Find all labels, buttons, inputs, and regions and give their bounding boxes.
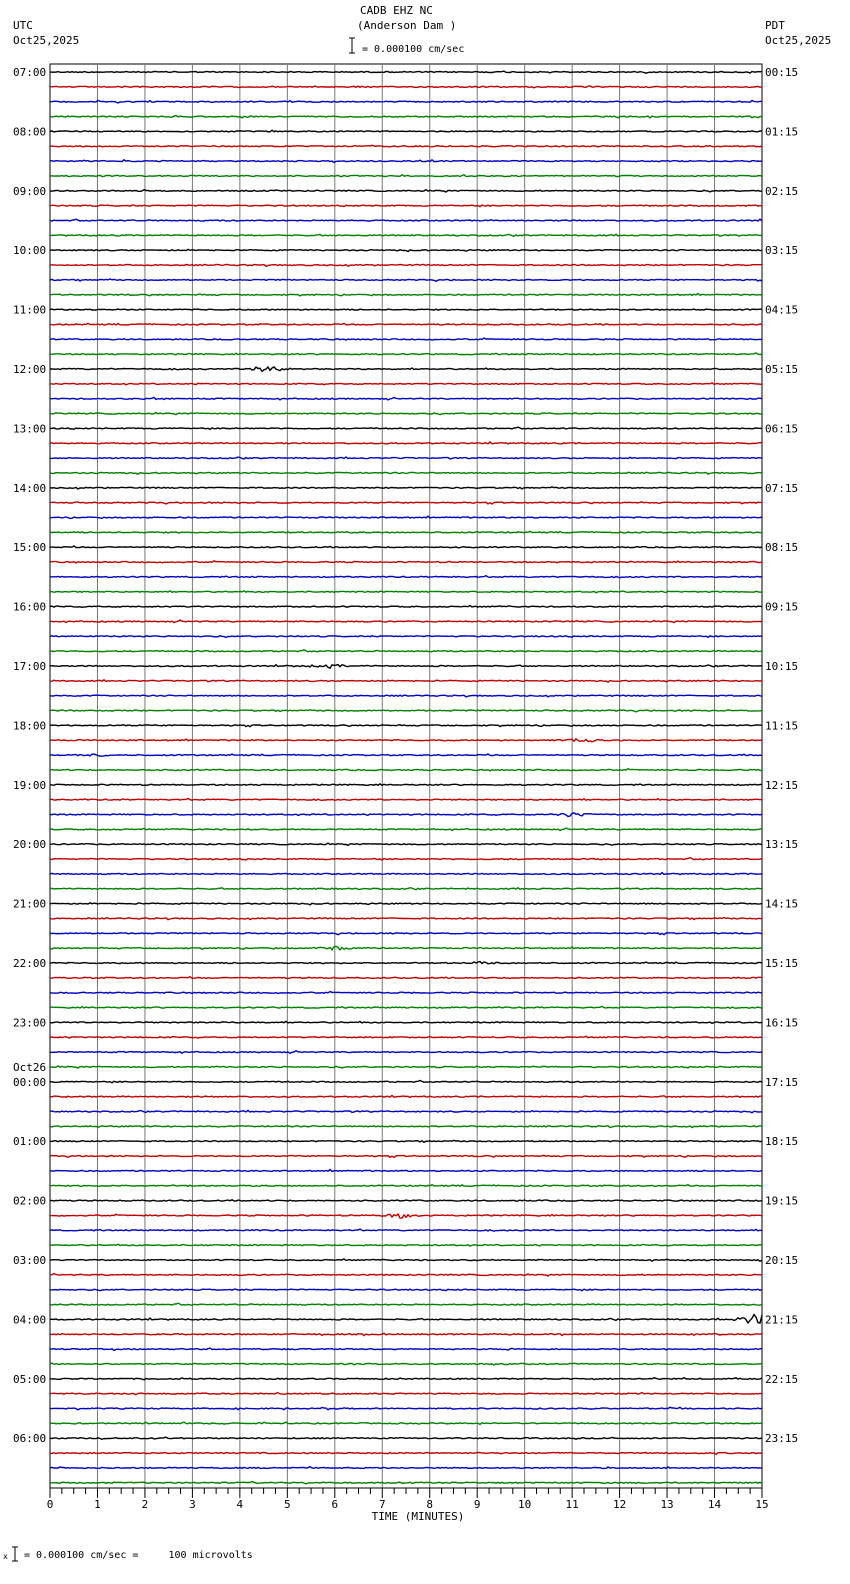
trace-line (50, 294, 762, 296)
x-tick-label: 10 (518, 1498, 532, 1511)
pdt-hour-label: 04:15 (765, 303, 799, 317)
utc-hour-label: 04:00 (13, 1313, 47, 1327)
pdt-hour-label: 16:15 (765, 1016, 799, 1030)
trace-line (50, 413, 762, 415)
trace-line (50, 71, 762, 73)
trace-line (50, 1453, 762, 1455)
trace-line (50, 665, 762, 669)
x-tick-label: 7 (378, 1498, 386, 1511)
utc-hour-label: 01:00 (13, 1135, 47, 1149)
utc-hour-label: 10:00 (13, 244, 47, 258)
x-tick-label: 2 (141, 1498, 149, 1511)
trace-line (50, 145, 762, 147)
trace-line (50, 1393, 762, 1395)
utc-hour-label: 19:00 (13, 778, 47, 792)
trace-line (50, 1437, 762, 1439)
pdt-hour-label: 18:15 (765, 1135, 799, 1149)
utc-hour-label: 02:00 (13, 1194, 47, 1208)
utc-hour-label: 13:00 (13, 422, 47, 436)
svg-text:x: x (3, 1552, 8, 1561)
trace-line (50, 1467, 762, 1469)
trace-line (50, 1363, 762, 1365)
scale-label: = 0.000100 cm/sec (362, 44, 465, 55)
trace-line (50, 1482, 762, 1484)
utc-hour-label: 00:00 (13, 1075, 47, 1089)
pdt-hour-label: 09:15 (765, 600, 799, 614)
trace-line (50, 769, 762, 771)
trace-line (50, 561, 762, 563)
trace-line (50, 1333, 762, 1335)
utc-hour-label: 03:00 (13, 1254, 47, 1267)
pdt-hour-label: 08:15 (765, 541, 799, 555)
trace-line (50, 1229, 762, 1231)
utc-hour-label: 11:00 (13, 303, 47, 317)
x-tick-label: 9 (473, 1498, 481, 1511)
trace-line (50, 1185, 762, 1187)
trace-line (50, 472, 762, 474)
utc-hour-label: 23:00 (13, 1016, 47, 1030)
pdt-hour-label: 19:15 (765, 1194, 799, 1208)
left-timezone: UTC (13, 19, 33, 32)
pdt-hour-label: 06:15 (765, 422, 799, 436)
trace-line (50, 442, 762, 444)
trace-line (50, 457, 762, 459)
pdt-hour-label: 00:15 (765, 66, 799, 79)
trace-line (50, 249, 762, 251)
utc-hour-label: 20:00 (13, 838, 47, 852)
trace-line (50, 1407, 762, 1410)
station-title: CADB EHZ NC (360, 4, 433, 17)
x-tick-label: 3 (189, 1498, 196, 1511)
trace-line (50, 1110, 762, 1112)
trace-line (50, 946, 762, 950)
trace-line (50, 784, 762, 785)
x-tick-label: 1 (94, 1498, 101, 1511)
trace-line (50, 591, 762, 593)
utc-hour-label: 06:00 (13, 1432, 47, 1446)
trace-line (50, 1244, 762, 1246)
trace-line (50, 903, 762, 905)
trace-line (50, 1036, 762, 1038)
trace-line (50, 828, 762, 831)
trace-line (50, 309, 762, 310)
x-tick-label: 6 (331, 1498, 339, 1511)
trace-line (50, 546, 762, 548)
trace-line (50, 115, 762, 118)
trace-line (50, 710, 762, 712)
trace-line (50, 353, 762, 355)
trace-line (50, 1214, 762, 1218)
time-axis (47, 1488, 769, 1511)
trace-line (50, 858, 762, 860)
trace-line (50, 576, 762, 578)
trace-line (50, 397, 762, 400)
trace-line (50, 1289, 762, 1291)
trace-line (50, 100, 762, 103)
footer-scale-icon (3, 1545, 19, 1563)
x-tick-label: 4 (236, 1498, 244, 1511)
trace-line (50, 918, 762, 920)
trace-line (50, 1378, 762, 1380)
pdt-hour-label: 17:15 (765, 1075, 799, 1089)
trace-line (50, 338, 762, 340)
trace-line (50, 725, 762, 727)
trace-line (50, 1021, 762, 1023)
trace-line (50, 219, 762, 221)
trace-line (50, 1051, 762, 1054)
trace-line (50, 427, 762, 429)
pdt-hour-label: 02:15 (765, 184, 799, 198)
trace-line (50, 1095, 762, 1097)
x-tick-label: 15 (755, 1498, 769, 1511)
trace-line (50, 1200, 762, 1202)
trace-line (50, 1422, 762, 1424)
utc-hour-label: 09:00 (13, 184, 47, 198)
trace-line (50, 843, 762, 845)
x-axis-label: TIME (MINUTES) (371, 1510, 465, 1523)
trace-line (50, 1315, 762, 1324)
trace-line (50, 1006, 762, 1008)
trace-line (50, 160, 762, 163)
x-tick-label: 11 (565, 1498, 579, 1511)
station-location: (Anderson Dam ) (357, 19, 457, 32)
trace-line (50, 130, 762, 132)
trace-line (50, 383, 762, 385)
trace-line (50, 650, 762, 652)
pdt-hour-label: 12:15 (765, 778, 799, 792)
trace-line (50, 367, 762, 372)
trace-line (50, 620, 762, 623)
x-tick-label: 14 (707, 1498, 722, 1511)
pdt-hour-label: 20:15 (765, 1254, 799, 1267)
pdt-hour-label: 23:15 (765, 1432, 799, 1446)
pdt-hour-label: 07:15 (765, 481, 799, 495)
utc-hour-label: 12:00 (13, 363, 47, 376)
trace-line (50, 798, 762, 800)
trace-line (50, 933, 762, 935)
pdt-hour-label: 21:15 (765, 1313, 799, 1327)
trace-line (50, 754, 762, 756)
trace-line (50, 1140, 762, 1142)
trace-group (50, 71, 762, 1484)
right-date: Oct25,2025 (765, 34, 832, 47)
right-timezone: PDT (765, 19, 785, 32)
trace-line (50, 531, 762, 533)
pdt-hour-label: 14:15 (765, 897, 799, 911)
utc-hour-label: 14:00 (13, 481, 47, 495)
trace-line (50, 234, 762, 236)
trace-line (50, 516, 762, 518)
trace-line (50, 1155, 762, 1157)
trace-line (50, 502, 762, 504)
trace-line (50, 190, 762, 192)
trace-line (50, 1170, 762, 1172)
x-tick-label: 5 (284, 1498, 291, 1511)
trace-line (50, 992, 762, 994)
left-date: Oct25,2025 (13, 34, 80, 47)
trace-line (50, 205, 762, 207)
x-tick-label: 0 (46, 1498, 54, 1511)
utc-hour-label: 05:00 (13, 1372, 47, 1386)
pdt-hour-label: 03:15 (765, 244, 799, 258)
trace-line (50, 695, 762, 697)
utc-hour-label: 08:00 (13, 125, 47, 139)
x-tick-label: 8 (426, 1498, 434, 1511)
trace-line (50, 1066, 762, 1068)
utc-hour-label: 17:00 (13, 660, 47, 673)
trace-line (50, 279, 762, 281)
utc-date-change-label: Oct26 (13, 1060, 47, 1074)
pdt-hour-label: 15:15 (765, 957, 799, 970)
trace-line (50, 636, 762, 638)
trace-line (50, 962, 762, 964)
trace-line (50, 265, 762, 267)
trace-line (50, 1348, 762, 1350)
pdt-hour-label: 10:15 (765, 660, 799, 673)
trace-line (50, 86, 762, 88)
trace-line (50, 606, 762, 608)
pdt-hour-label: 05:15 (765, 363, 799, 376)
trace-line (50, 1259, 762, 1261)
trace-line (50, 487, 762, 489)
x-tick-label: 13 (660, 1498, 674, 1511)
trace-line (50, 1081, 762, 1083)
footer-scale-note: = 0.000100 cm/sec = 100 microvolts (24, 1550, 253, 1561)
utc-hour-label: 22:00 (13, 957, 47, 970)
pdt-hour-label: 13:15 (765, 838, 799, 852)
trace-line (50, 888, 762, 890)
trace-line (50, 680, 762, 682)
utc-hour-label: 07:00 (13, 66, 47, 79)
trace-line (50, 813, 762, 817)
pdt-hour-label: 22:15 (765, 1372, 799, 1386)
trace-line (50, 175, 762, 177)
trace-line (50, 873, 762, 875)
pdt-hour-label: 11:15 (765, 719, 799, 733)
trace-line (50, 1303, 762, 1305)
utc-hour-label: 15:00 (13, 541, 47, 555)
trace-line (50, 323, 762, 325)
trace-line (50, 739, 762, 742)
utc-hour-label: 18:00 (13, 719, 47, 733)
trace-line (50, 977, 762, 979)
trace-line (50, 1274, 762, 1277)
x-tick-label: 12 (612, 1498, 627, 1511)
utc-hour-label: 21:00 (13, 897, 47, 911)
trace-line (50, 1126, 762, 1128)
pdt-hour-label: 01:15 (765, 125, 799, 139)
utc-hour-label: 16:00 (13, 600, 47, 614)
